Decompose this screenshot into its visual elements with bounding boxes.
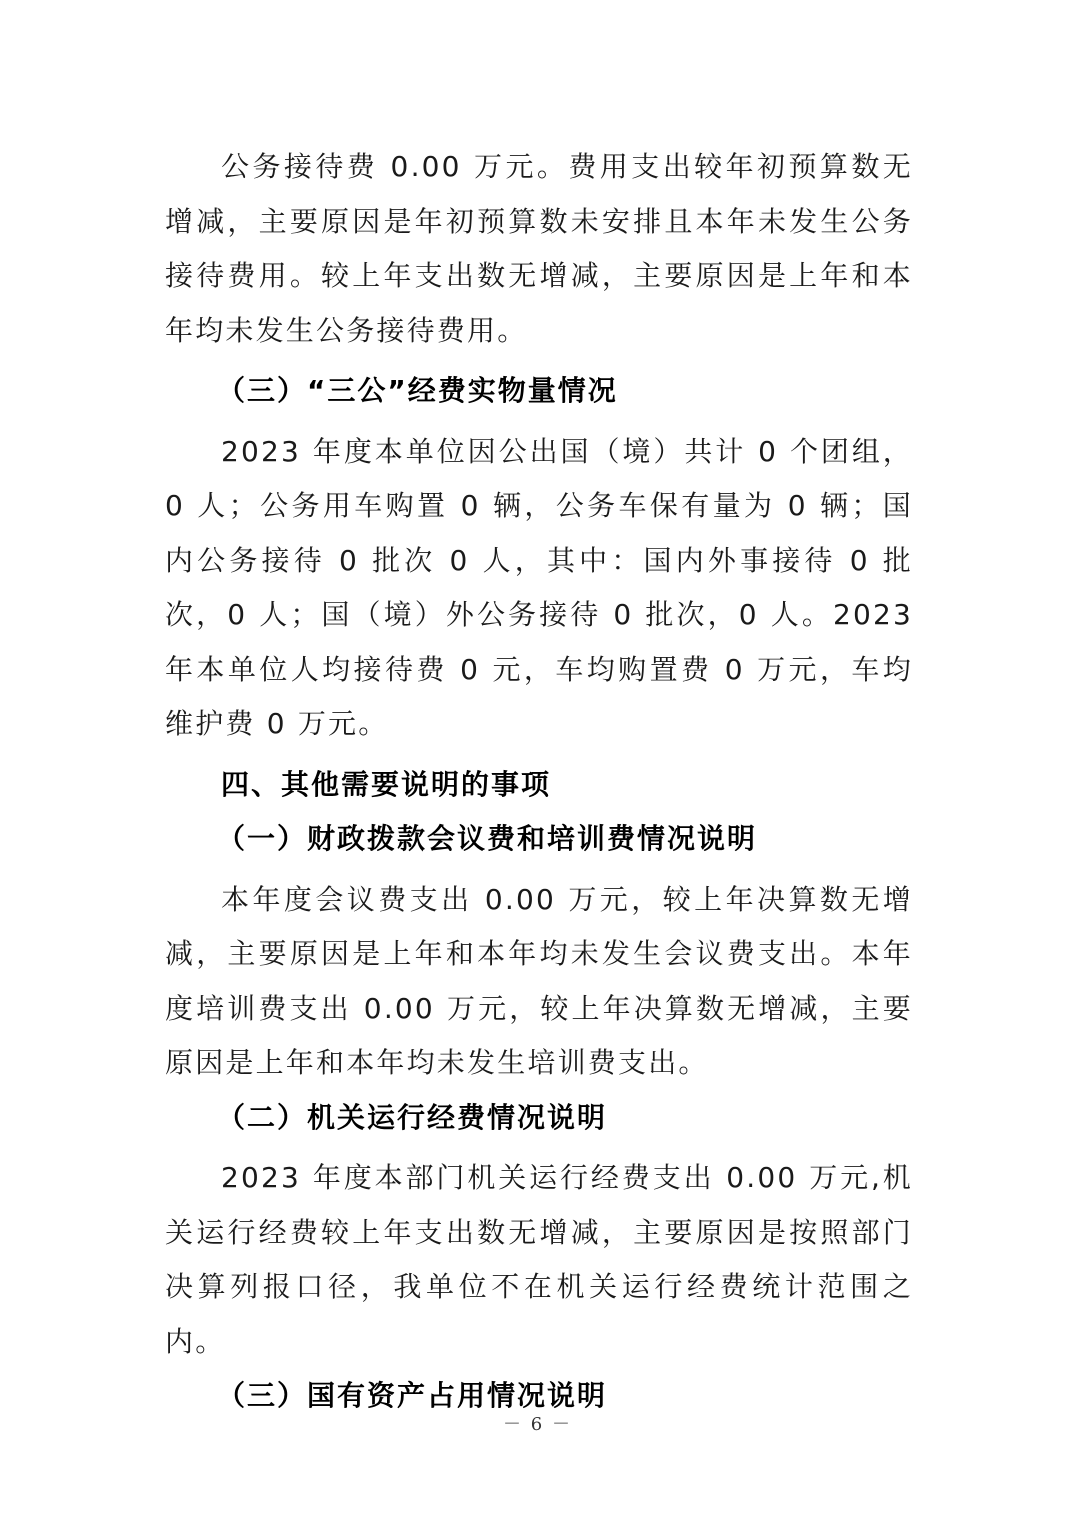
paragraph-reception-expense: 公务接待费 0.00 万元。费用支出较年初预算数无增减，主要原因是年初预算数未安排且本年未发生公务接待费用。较上年支出数无增减，主要原因是上年和本年均未发生公务接待费用。: [165, 150, 913, 347]
heading-operating-expenses: （二）机关运行经费情况说明: [217, 1100, 608, 1134]
page-number: － 6 －: [503, 1414, 572, 1435]
document-body: [165, 140, 913, 1424]
heading-other-matters: 四、其他需要说明的事项: [221, 767, 552, 801]
paragraph-meeting-training-fees: 本年度会议费支出 0.00 万元，较上年决算数无增减，主要原因是上年和本年均未发生会议费支出。本年度培训费支出 0.00 万元，较上年决算数无增减，主要原因是上年和本年均未发生培训费支出。: [165, 882, 913, 1079]
heading-sangong-physical-quantity: （三）“三公”经费实物量情况: [217, 374, 618, 407]
heading-meeting-training-fees: （一）财政拨款会议费和培训费情况说明: [217, 822, 758, 855]
paragraph-sangong-quantity: 2023 年度本单位因公出国（境）共计 0 个团组，0 人；公务用车购置 0 辆，公务车保有量为 0 辆；国内公务接待 0 批次 0 人，其中：国内外事接待 0 批次，0 人；国（境）外公务接待 0 批次，0 人。2023 年本单位人均接待费 0 元，车均购置费 0 万元，车均维护费 0 万元。: [165, 434, 913, 740]
paragraph-operating-expenses: 2023 年度本部门机关运行经费支出 0.00 万元,机关运行经费较上年支出数无增减，主要原因是按照部门决算列报口径，我单位不在机关运行经费统计范围之内。: [165, 1161, 913, 1358]
heading-state-assets: （三）国有资产占用情况说明: [217, 1379, 608, 1412]
